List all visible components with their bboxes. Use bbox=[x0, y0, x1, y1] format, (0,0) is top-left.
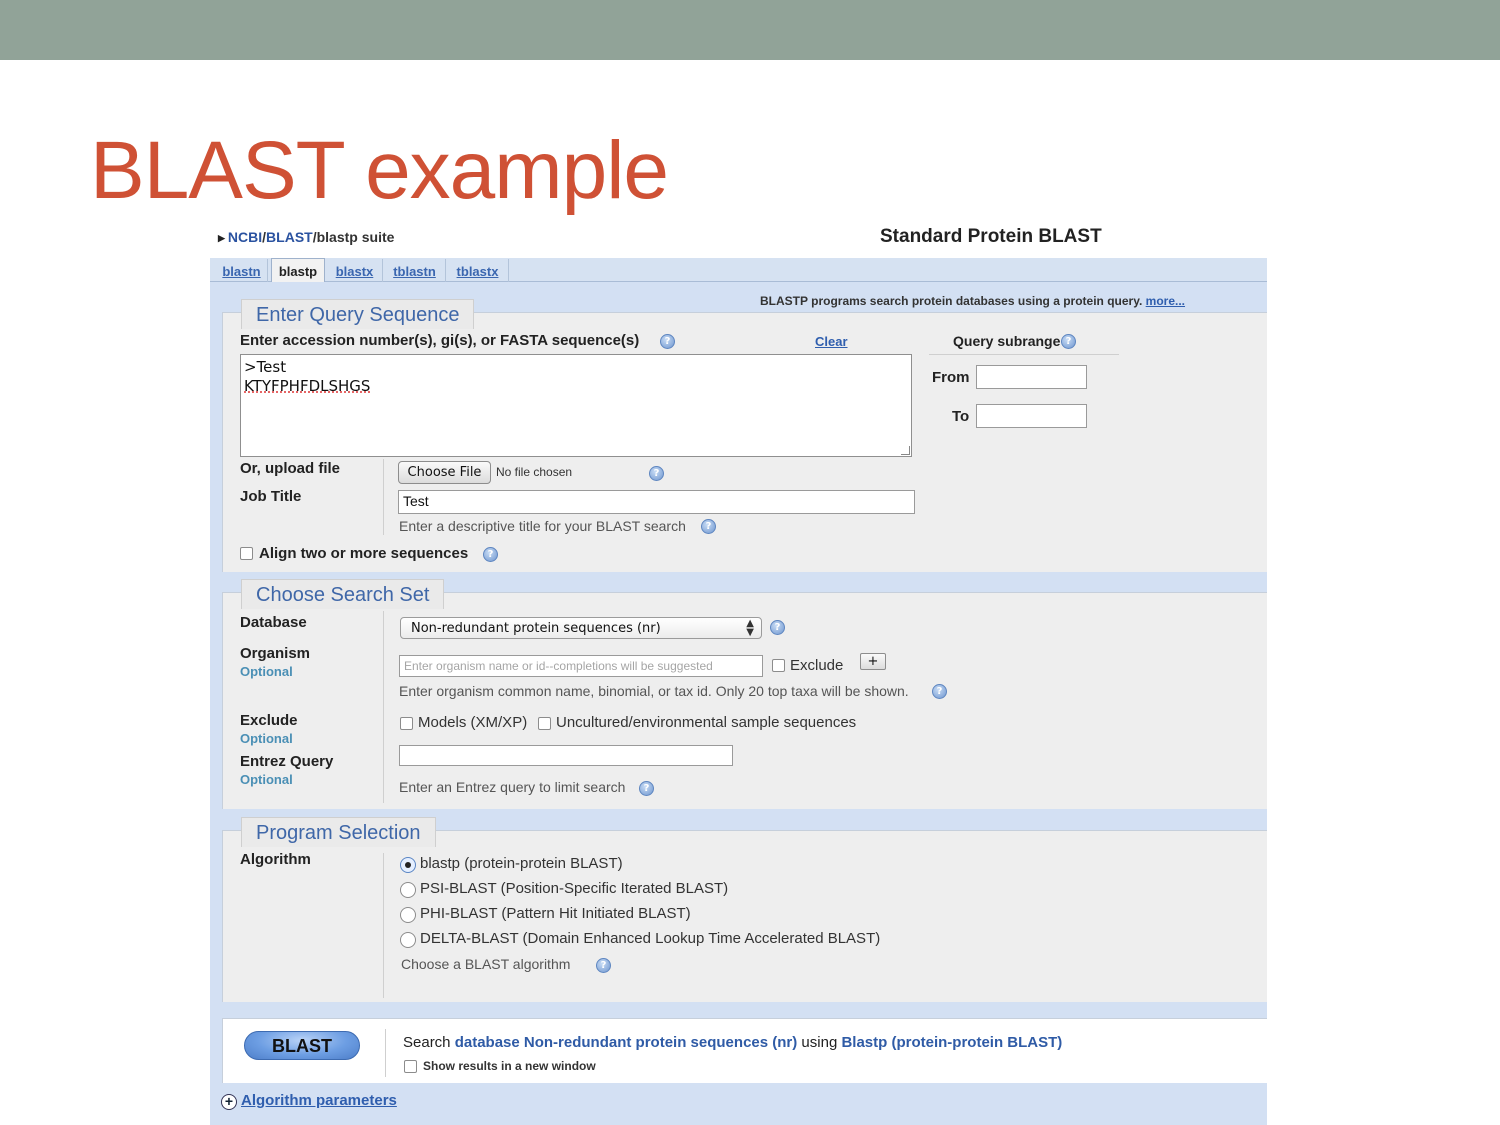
sequence-text: KTYFPHFDLSHGS bbox=[244, 377, 371, 395]
radio-phi-blast[interactable] bbox=[400, 907, 416, 923]
column-divider bbox=[383, 459, 384, 535]
tab-blastx[interactable]: blastx bbox=[327, 259, 383, 282]
slide-title: BLAST example bbox=[90, 125, 669, 216]
column-divider bbox=[385, 1029, 386, 1077]
tab-blastn[interactable]: blastn bbox=[216, 259, 268, 282]
query-sequence-textarea[interactable] bbox=[240, 354, 912, 457]
organism-input[interactable]: Enter organism name or id--completions will be suggested bbox=[399, 655, 763, 677]
from-label: From bbox=[932, 369, 970, 386]
top-color-band bbox=[0, 0, 1500, 60]
new-window-checkbox[interactable] bbox=[404, 1060, 417, 1073]
subrange-divider bbox=[929, 354, 1119, 355]
search-set-title: Choose Search Set bbox=[241, 579, 444, 609]
database-selected-value: Non-redundant protein sequences (nr) bbox=[411, 621, 661, 636]
exclude-optional: Optional bbox=[240, 731, 293, 746]
choose-file-button[interactable]: Choose File bbox=[398, 461, 491, 484]
search-database-phrase: database Non-redundant protein sequences (nr) bbox=[454, 1034, 798, 1051]
radio-blastp[interactable] bbox=[400, 857, 416, 873]
align-sequences-checkbox[interactable] bbox=[240, 547, 253, 560]
program-panel bbox=[222, 822, 1267, 1002]
help-icon[interactable]: ? bbox=[660, 334, 675, 349]
uncultured-checkbox[interactable] bbox=[538, 717, 551, 730]
organism-exclude-label: Exclude bbox=[790, 657, 844, 674]
blast-screenshot bbox=[210, 222, 1267, 1125]
job-title-label: Job Title bbox=[240, 488, 302, 505]
algorithm-parameters-link[interactable]: Algorithm parameters bbox=[241, 1092, 397, 1109]
using-word: using bbox=[801, 1034, 838, 1051]
algorithm-label: Algorithm bbox=[240, 851, 311, 868]
radio-delta-blast[interactable] bbox=[400, 932, 416, 948]
search-word: Search bbox=[403, 1034, 451, 1051]
models-label: Models (XM/XP) bbox=[418, 714, 528, 731]
tab-blastp[interactable]: blastp bbox=[271, 258, 325, 283]
organism-label: Organism bbox=[240, 645, 311, 662]
tab-tblastn[interactable]: tblastn bbox=[384, 259, 446, 282]
help-icon[interactable]: ? bbox=[649, 466, 664, 481]
resize-handle-icon[interactable] bbox=[901, 446, 910, 455]
subrange-from-input[interactable] bbox=[976, 365, 1087, 389]
query-subrange-label: Query subrange bbox=[953, 333, 1061, 349]
subrange-to-input[interactable] bbox=[976, 404, 1087, 428]
algorithm-hint: Choose a BLAST algorithm bbox=[401, 956, 571, 972]
help-icon[interactable]: ? bbox=[596, 958, 611, 973]
clear-link[interactable]: Clear bbox=[815, 334, 848, 349]
breadcrumb-separator: / bbox=[262, 229, 267, 245]
algorithm-option-delta-blast: DELTA-BLAST (Domain Enhanced Lookup Time Accelerated BLAST) bbox=[420, 930, 881, 947]
program-description-text: BLASTP programs search protein databases using a protein query. bbox=[760, 294, 1143, 308]
expand-plus-icon[interactable]: + bbox=[221, 1094, 237, 1110]
blast-submit-button[interactable]: BLAST bbox=[244, 1031, 360, 1060]
upload-file-label: Or, upload file bbox=[240, 460, 341, 477]
search-set-panel bbox=[222, 584, 1267, 809]
submit-panel bbox=[222, 1018, 1267, 1083]
database-select[interactable] bbox=[400, 617, 762, 639]
entrez-query-label: Entrez Query bbox=[240, 753, 334, 770]
help-icon[interactable]: ? bbox=[1061, 334, 1076, 349]
help-icon[interactable]: ? bbox=[483, 547, 498, 562]
column-divider bbox=[383, 853, 384, 998]
uncultured-label: Uncultured/environmental sample sequences bbox=[556, 714, 857, 731]
entrez-hint: Enter an Entrez query to limit search bbox=[399, 779, 626, 795]
breadcrumb-ncbi-link[interactable]: NCBI bbox=[227, 229, 263, 245]
search-summary bbox=[403, 1034, 1062, 1051]
breadcrumb-current: blastp suite bbox=[316, 229, 395, 245]
job-title-hint: Enter a descriptive title for your BLAST search bbox=[399, 518, 686, 534]
database-label: Database bbox=[240, 614, 307, 631]
no-file-text: No file chosen bbox=[496, 465, 573, 479]
breadcrumb bbox=[218, 229, 394, 245]
form-area bbox=[210, 282, 1267, 1125]
column-divider bbox=[383, 611, 384, 803]
help-icon[interactable]: ? bbox=[701, 519, 716, 534]
align-sequences-label: Align two or more sequences bbox=[259, 545, 469, 562]
search-program-phrase: Blastp (protein-protein BLAST) bbox=[841, 1034, 1063, 1051]
add-organism-button[interactable]: + bbox=[860, 653, 886, 670]
algorithm-option-phi-blast: PHI-BLAST (Pattern Hit Initiated BLAST) bbox=[420, 905, 691, 922]
sequence-header-text: >Test bbox=[244, 358, 287, 376]
algorithm-option-blastp: blastp (protein-protein BLAST) bbox=[420, 855, 623, 872]
select-arrows-icon: ▲ ▼ bbox=[746, 618, 754, 638]
to-label: To bbox=[952, 408, 970, 425]
algorithm-option-psi-blast: PSI-BLAST (Position-Specific Iterated BLAST) bbox=[420, 880, 729, 897]
organism-optional: Optional bbox=[240, 664, 293, 679]
breadcrumb-separator: / bbox=[312, 229, 317, 245]
entrez-optional: Optional bbox=[240, 772, 293, 787]
help-icon[interactable]: ? bbox=[932, 684, 947, 699]
query-section-title: Enter Query Sequence bbox=[241, 299, 474, 329]
page-heading: Standard Protein BLAST bbox=[880, 226, 1102, 247]
breadcrumb-blast-link[interactable]: BLAST bbox=[266, 229, 313, 245]
organism-exclude-checkbox[interactable] bbox=[772, 659, 785, 672]
accession-label: Enter accession number(s), gi(s), or FASTA sequence(s) bbox=[240, 332, 640, 349]
job-title-input[interactable]: Test bbox=[398, 490, 915, 514]
models-checkbox[interactable] bbox=[400, 717, 413, 730]
program-section-title: Program Selection bbox=[241, 817, 436, 847]
program-tabs bbox=[210, 258, 1267, 282]
exclude-label: Exclude bbox=[240, 712, 298, 729]
new-window-label: Show results in a new window bbox=[423, 1059, 596, 1073]
more-link[interactable]: more... bbox=[1145, 294, 1186, 308]
query-panel bbox=[222, 304, 1267, 572]
help-icon[interactable]: ? bbox=[770, 620, 785, 635]
entrez-query-input[interactable] bbox=[399, 745, 733, 766]
radio-psi-blast[interactable] bbox=[400, 882, 416, 898]
help-icon[interactable]: ? bbox=[639, 781, 654, 796]
organism-hint: Enter organism common name, binomial, or tax id. Only 20 top taxa will be shown. bbox=[399, 683, 909, 699]
triangle-right-icon: ▶ bbox=[218, 233, 225, 243]
program-description bbox=[760, 294, 1185, 308]
tab-tblastx[interactable]: tblastx bbox=[447, 259, 509, 282]
